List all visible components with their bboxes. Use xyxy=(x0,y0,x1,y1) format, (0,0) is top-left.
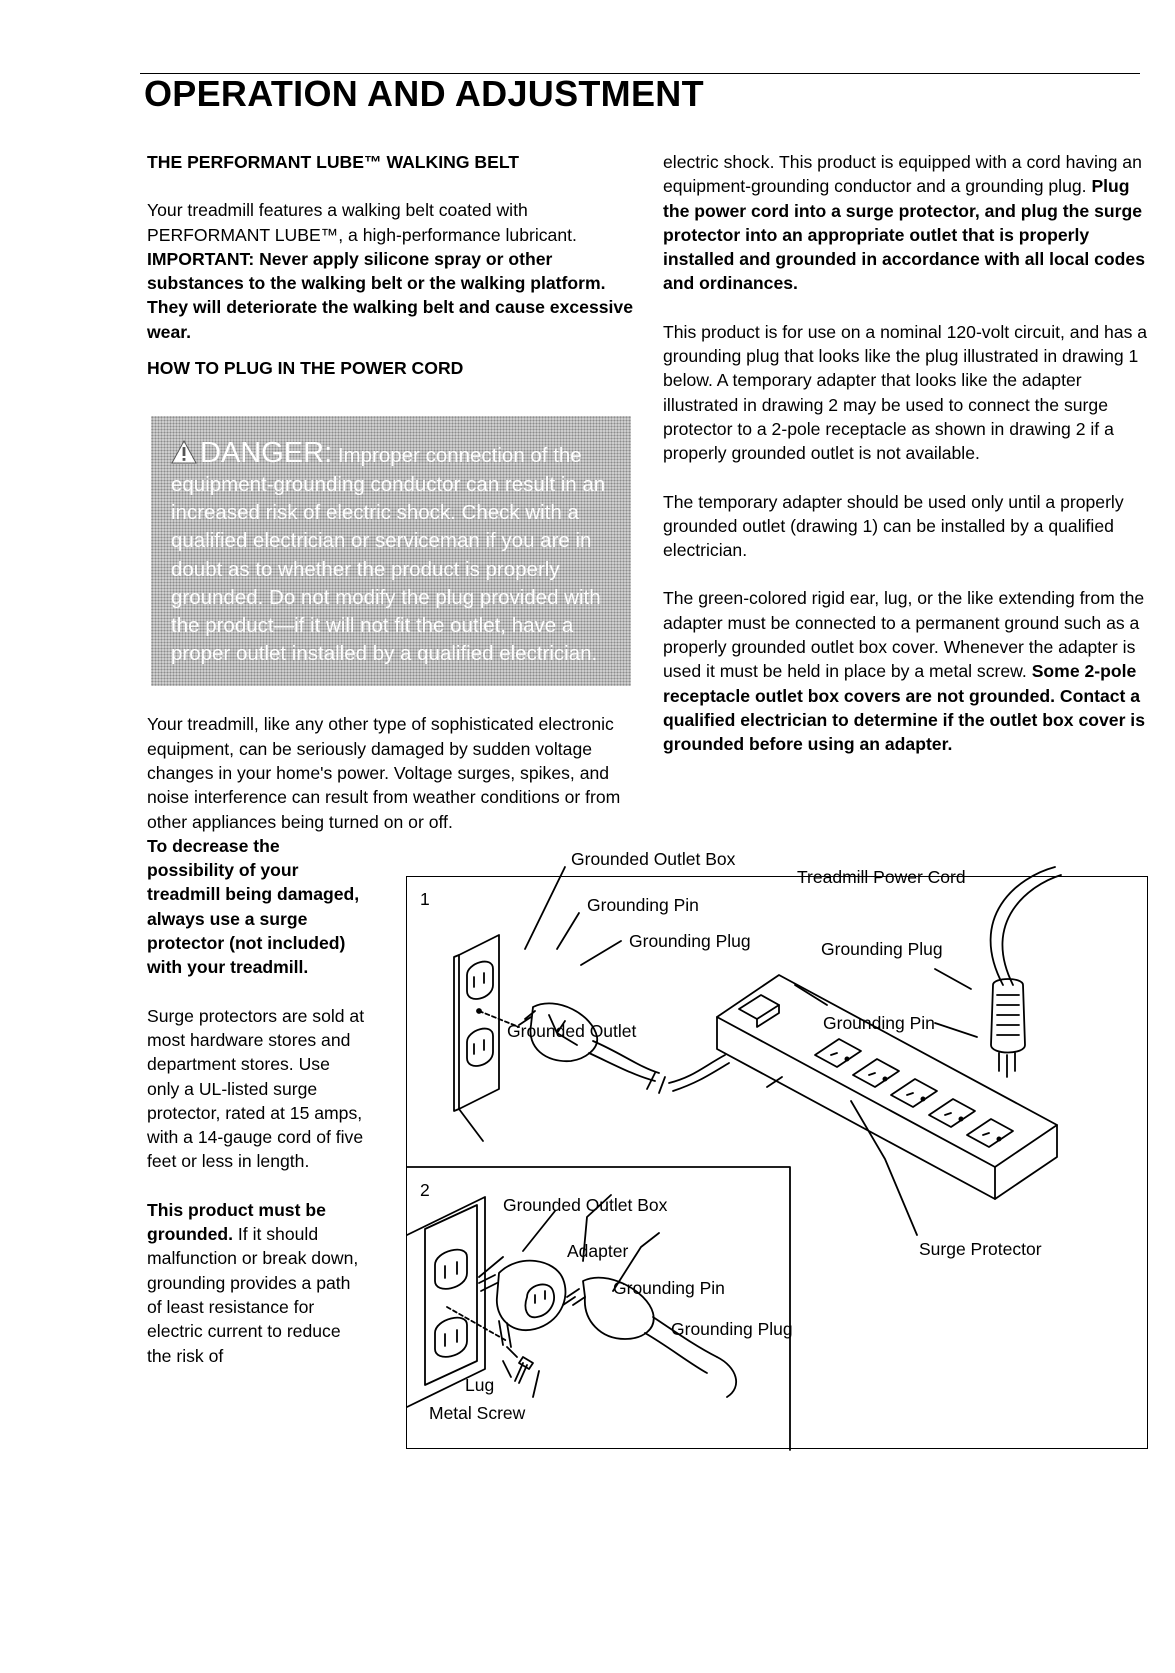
label-grounding-plug: Grounding Plug xyxy=(629,931,751,951)
warning-triangle-icon xyxy=(171,440,197,464)
shock-paragraph xyxy=(663,150,1148,296)
page-title: OPERATION AND ADJUSTMENT xyxy=(144,73,704,114)
power-heading: HOW TO PLUG IN THE POWER CORD xyxy=(147,358,464,379)
label-grounding-pin: Grounding Pin xyxy=(587,895,699,915)
label-adapter-grounding-pin: Grounding Pin xyxy=(613,1278,725,1298)
label-grounded-outlet: Grounded Outlet xyxy=(507,1021,637,1041)
label-grounding-pin-2: Grounding Pin xyxy=(823,1013,935,1033)
plug-figures xyxy=(406,849,1148,1449)
surge-warning: To decrease the possibility of your treadmill being damaged, always use a surge protector (not included) with your treadmill. xyxy=(147,835,360,978)
danger-header xyxy=(171,437,333,470)
label-grounded-outlet-box-2: Grounded Outlet Box xyxy=(503,1195,668,1215)
danger-word: DANGER: xyxy=(200,437,333,470)
belt-important: IMPORTANT: Never apply silicone spray or other substances to the walking belt or the walking platform. They will deteriorate the walking belt and cause excessive wear. xyxy=(147,248,633,342)
belt-heading: THE PERFORMANT LUBE™ WALKING BELT xyxy=(147,152,520,172)
right-column xyxy=(663,150,1148,757)
surge-cord xyxy=(669,1055,725,1083)
drawing-1-number: 1 xyxy=(420,889,430,909)
danger-body: Improper connection of the equipment-grounding conductor can result in an increased risk of electric shock. Check with a qualified electrician or serviceman if you are in doubt as to whether the product is properly grounded. Do not modify the plug provided with the product—if it will not fit the outlet, have a proper outlet installed by a qualified electrician. xyxy=(171,444,606,666)
adapter-drawing xyxy=(447,1261,565,1357)
label-adapter: Adapter xyxy=(567,1241,629,1261)
lug-paragraph xyxy=(663,586,1148,756)
danger-box xyxy=(151,416,631,686)
grounding-bold: This product must be grounded. xyxy=(147,1199,326,1245)
metal-screw-drawing xyxy=(515,1357,533,1383)
drawing-2-number: 2 xyxy=(420,1180,430,1200)
grounding-paragraph xyxy=(147,1198,367,1368)
belt-intro: Your treadmill features a walking belt coated with PERFORMANT LUBE™, a high-performance lubricant. xyxy=(147,200,577,245)
shock-bold: Plug the power cord into a surge protector, and plug the surge protector into an appropriate outlet that is properly installed and grounded in accordance with all local codes and ordinances. xyxy=(663,176,1145,294)
circuit-paragraph: This product is for use on a nominal 120-volt circuit, and has a grounding plug that looks like the plug illustrated in drawing 1 below. A temporary adapter that looks like the adapter illustrated in drawing 2 may be used to connect the surge protector to a 2-pole receptacle as shown in drawing 2 if a properly grounded outlet is not available. xyxy=(663,321,1148,464)
danger-message xyxy=(171,438,615,668)
label-treadmill-power-cord: Treadmill Power Cord xyxy=(797,867,966,887)
label-lug: Lug xyxy=(465,1375,495,1395)
label-metal-screw: Metal Screw xyxy=(429,1403,526,1423)
shock-text: electric shock. This product is equipped with a cord having an equipment-grounding conductor and a grounding plug. xyxy=(663,152,1142,197)
temporary-adapter-paragraph: The temporary adapter should be used only until a properly grounded outlet (drawing 1) can be installed by a qualified electrician. xyxy=(663,491,1124,561)
grounding-plug-drawing xyxy=(519,1003,665,1093)
treadmill-plug-drawing xyxy=(991,867,1061,1077)
label-surge-protector: Surge Protector xyxy=(919,1239,1042,1259)
lug-bold: Some 2-pole receptacle outlet box covers are not grounded. Contact a qualified electrician to determine if the outlet box cover is grounded before using an adapter. xyxy=(663,661,1145,755)
surge-paragraph: Your treadmill, like any other type of sophisticated electronic equipment, can be seriously damaged by sudden voltage changes in your home's power. Voltage surges, spikes, and noise interference can result from weather conditions or from other appliances being turned on or off. xyxy=(147,714,621,832)
label-grounding-plug-2: Grounding Plug xyxy=(821,939,943,959)
grounding-text: If it should malfunction or break down, grounding provides a path of least resistance for electric current to reduce the risk of xyxy=(147,1224,359,1366)
label-grounded-outlet-box: Grounded Outlet Box xyxy=(571,849,736,869)
plug-diagrams xyxy=(407,849,1149,1450)
surge-availability: Surge protectors are sold at most hardware stores and department stores. Use only a UL-listed surge protector, rated at 15 amps, with a 14-gauge cord of five feet or less in length. xyxy=(147,1005,365,1172)
lug-text: The green-colored rigid ear, lug, or the like extending from the adapter must be connected to a permanent ground such as a properly grounded outlet box cover. Whenever the adapter is used it must be held in place by a metal screw. xyxy=(663,588,1145,682)
label-adapter-grounding-plug: Grounding Plug xyxy=(671,1319,793,1339)
